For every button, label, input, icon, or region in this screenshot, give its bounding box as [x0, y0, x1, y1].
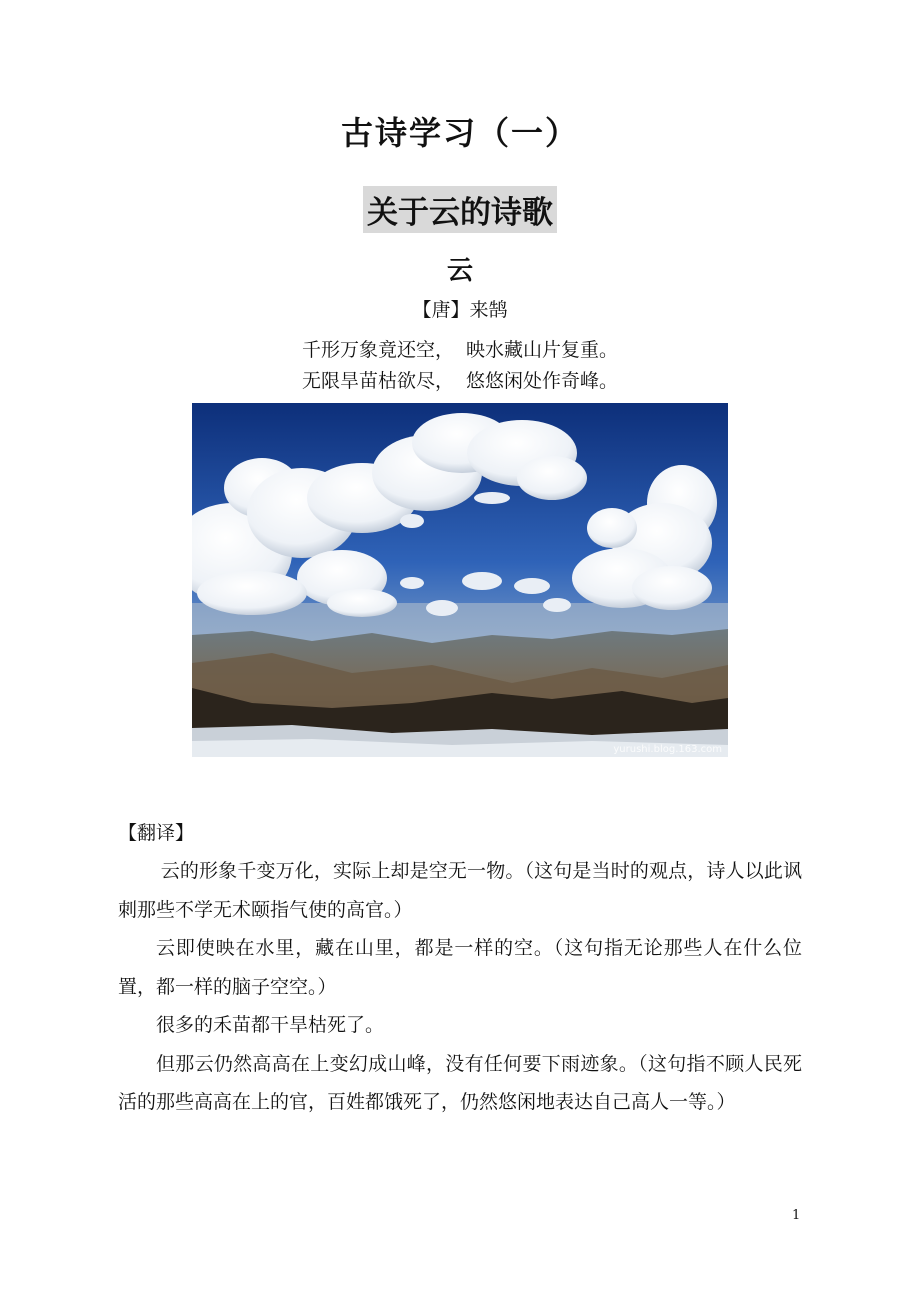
translation-paragraph: 很多的禾苗都干旱枯死了。 [156, 1014, 385, 1036]
section-subtitle: 关于云的诗歌 [363, 186, 557, 233]
cloud-photo [192, 403, 728, 757]
translation-paragraph: 云即使映在水里，藏在山里，都是一样的空。（这句指无论那些人在什么位置，都一样的脑子空空。） [118, 937, 802, 998]
poem-line: 千形万象竟还空， 映水藏山片复重。 [301, 339, 619, 361]
translation-heading: 【翻译】 [118, 822, 195, 844]
translation-paragraph: 但那云仍然高高在上变幻成山峰，没有任何要下雨迹象。（这句指不顾人民死活的那些高高在上的官，百姓都饿死了，仍然悠闲地表达自己高人一等。） [118, 1052, 802, 1113]
translation-paragraph: 云的形象千变万化，实际上却是空无一物。（这句是当时的观点，诗人以此讽刺那些不学无术颐指气使的高官。） [118, 860, 802, 921]
subtitle-container [0, 186, 920, 233]
poem-author: 【唐】来鹄 [412, 299, 508, 321]
page-number: 1 [792, 1208, 801, 1223]
poem-line: 无限旱苗枯欲尽， 悠悠闲处作奇峰。 [301, 370, 619, 392]
document-title: 古诗学习（一） [340, 114, 579, 152]
image-watermark: yurushi.blog.163.com [613, 744, 722, 755]
poem-title: 云 [446, 256, 473, 286]
translation-body [118, 852, 802, 1122]
